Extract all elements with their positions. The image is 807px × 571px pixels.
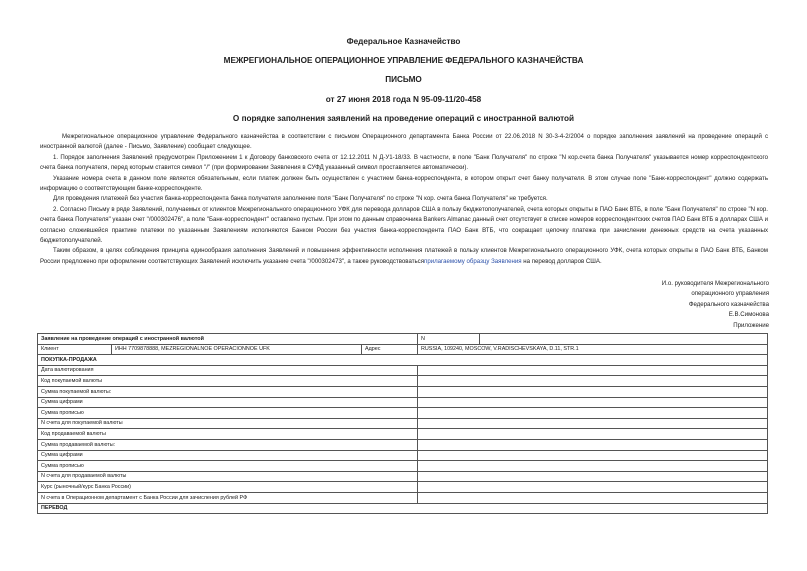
paragraph-1: Межрегиональное операционное управление Федерального казначейства в соответствии с письмом Операционного департамента Банка России от 22.06.2018 N 30-3-4-2/2004 о порядке заполнения заявлений на проведение операций с иностранной валютой (далее - Письмо, Заявление) сообщает следующее. <box>40 133 768 151</box>
row-label: Код продаваемой валюты <box>38 429 418 440</box>
doc-date-number: от 27 июня 2018 года N 95-09-11/20-458 <box>325 95 482 104</box>
table-row <box>38 418 768 429</box>
application-number-value[interactable] <box>480 334 768 345</box>
row-value-field[interactable] <box>418 418 768 429</box>
row-label: Сумма покупаемой валюты: <box>38 386 418 397</box>
table-row <box>38 344 768 355</box>
table-row <box>38 471 768 482</box>
section-buy-sell: ПОКУПКА-ПРОДАЖА <box>38 355 768 366</box>
table-row <box>38 482 768 493</box>
row-value-field[interactable] <box>418 461 768 472</box>
address-label: Адрес <box>362 344 418 355</box>
row-value-field[interactable] <box>418 439 768 450</box>
row-label: N счета для продаваемой валюты <box>38 471 418 482</box>
paragraph-6-end: на перевод долларов США. <box>521 257 602 265</box>
dept-name: МЕЖРЕГИОНАЛЬНОЕ ОПЕРАЦИОННОЕ УПРАВЛЕНИЕ ФЕДЕРАЛЬНОГО КАЗНАЧЕЙСТВА <box>223 56 584 65</box>
paragraph-3: Указание номера счета в данном поле является обязательным, если платеж должен быть осуществлен с участием банка-корреспондента, в котором открыт счет банку получателя. В этом случае поле "Банк-корреспондент" должно содержать информацию о соответствующем банке-корреспонденте. <box>40 174 768 193</box>
paragraph-6 <box>40 246 768 267</box>
table-row <box>38 355 768 366</box>
row-value-field[interactable] <box>418 429 768 440</box>
row-label: Сумма прописью <box>38 408 418 419</box>
signature-line-1: И.о. руководителя Межрегионального <box>661 280 769 287</box>
table-row <box>38 397 768 408</box>
row-label: Сумма продаваемой валюты: <box>38 439 418 450</box>
row-value-field[interactable] <box>418 376 768 387</box>
doc-type: ПИСЬМО <box>385 75 422 84</box>
doc-subject: О порядке заполнения заявлений на проведение операций с иностранной валютой <box>232 114 575 123</box>
table-row <box>38 429 768 440</box>
table-row <box>38 334 768 345</box>
row-value-field[interactable] <box>418 450 768 461</box>
signature-line-3: Федерального казначейства <box>688 300 769 308</box>
row-label: Сумма цифрами <box>38 450 418 461</box>
table-row <box>38 376 768 387</box>
appendix-label: Приложение <box>733 321 769 329</box>
row-label: Код покупаемой валюты <box>38 376 418 387</box>
row-label: N счета в Операционном департамент с Банка России для зачисления рублей РФ <box>38 492 418 503</box>
table-row <box>38 450 768 461</box>
table-row <box>38 408 768 419</box>
address-value: RUSSIA, 109240, MOSCOW, V.RADISCHEVSKAYA, D.11, STR.1 <box>418 344 768 355</box>
row-label: Сумма прописью <box>38 461 418 472</box>
table-row <box>38 503 768 514</box>
table-row <box>38 365 768 376</box>
row-value-field[interactable] <box>418 386 768 397</box>
signature-line-2: операционного управления <box>691 290 769 298</box>
row-value-field[interactable] <box>418 408 768 419</box>
sample-application-link[interactable]: прилагаемому образцу Заявления <box>424 257 522 265</box>
paragraph-6-start: Таким образом, в целях соблюдения принципа единообразия заполнения Заявлений и повышения эффективности исполнения платежей в пользу клиентов Межрегионального операционного УФК, счета которых открыты в ПАО Банк ВТБ, Банком России предложено при оформлении соответствующих Заявлений исключить указание счета "/000302473", а также руководствоваться <box>40 247 768 265</box>
table-row <box>38 439 768 450</box>
org-name: Федеральное Казначейство <box>346 37 461 46</box>
table-row <box>38 492 768 503</box>
paragraph-5: 2. Согласно Письму в ряде Заявлений, получаемых от клиентов Межрегионального операционного УФК для перевода долларов США в пользу бюджетополучателей, счета которых открыты в ПАО Банк ВТБ, в поле "Банк Получателя" по строке "N кор. счета банка Получателя" указан счет "/000302476", а поле "Банк-корреспондент" оставлено пустым. При этом по данным справочника Bankers Almanac данный счет отсутствует в списке номеров корреспондентских счетов ПАО Банк ВТБ в долларах США и согласно сложившейся практике платежи по указанным Заявлениям исполняются Банком России без участия банка-корреспондента ПАО Банк ВТБ, что сокращает цепочку платежа при зачислении денежных средств на счета указанных бюджетополучателей. <box>40 205 768 245</box>
table-row <box>38 386 768 397</box>
row-value-field[interactable] <box>418 471 768 482</box>
row-value-field[interactable] <box>418 397 768 408</box>
row-value-field[interactable] <box>418 492 768 503</box>
section-transfer: ПЕРЕВОД <box>38 503 768 514</box>
signature-name: Е.В.Симонова <box>728 311 769 319</box>
row-label: Курс (рыночный/курс Банка России) <box>38 482 418 493</box>
application-title: Заявление на проведение операций с иностранной валютой <box>38 334 418 345</box>
row-value-field[interactable] <box>418 365 768 376</box>
paragraph-2: 1. Порядок заполнения Заявлений предусмотрен Приложением 1 к Договору банковского счета от 12.12.2011 N Д-У1-18/33. В частности, в поле "Банк Получателя" по строке "N кор.счета банка Получателя" указывается номер корреспондентского счета банка получателя, перед которым ставится символ "/" (при формировании Заявления в СУФД указанный символ проставляется автоматически). <box>40 153 768 172</box>
application-number-label: N <box>418 334 480 345</box>
paragraph-4: Для проведения платежей без участия банка-корреспондента банка получателя заполнение поля "Банк Получателя" по строке "N кор. счета банка Получателя" не требуется. <box>53 195 548 203</box>
signature-block <box>609 279 769 331</box>
row-label: Сумма цифрами <box>38 397 418 408</box>
row-label: N счета для покупаемой валюты <box>38 418 418 429</box>
table-row <box>38 461 768 472</box>
client-value: ИНН 7709878888, MEZREGIONALNOE OPERACIONNOE UFK <box>112 344 362 355</box>
letter-body <box>40 132 768 267</box>
client-label: Клиент <box>38 344 112 355</box>
row-value-field[interactable] <box>418 482 768 493</box>
row-label: Дата валютирования <box>38 365 418 376</box>
application-form-table <box>37 333 768 514</box>
